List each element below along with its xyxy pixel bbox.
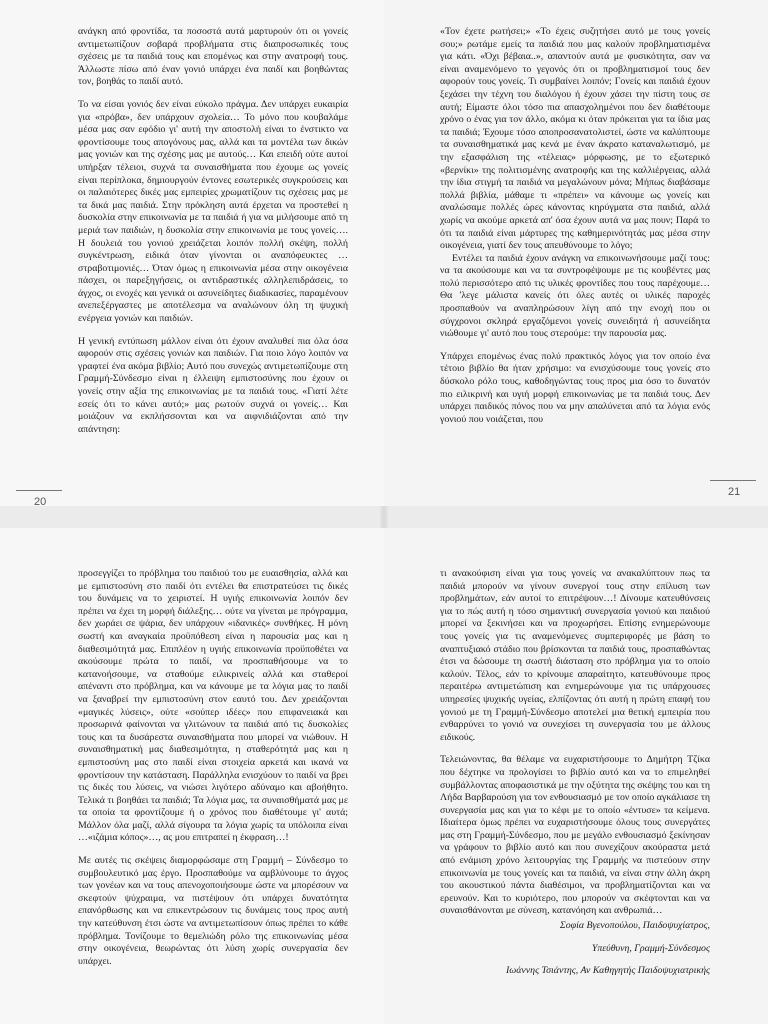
page-22 [0, 528, 384, 1024]
paragraph: Εντέλει τα παιδιά έχουν ανάγκη να επικοινωνήσουμε μαζί τους: να τα ακούσουμε και να τα συντροφέψουμε με τις κουβέντες μας πολύ περισσότερο από τις υλικές φροντίδες που τους παρέχουμε… Θα 'λεγε μάλιστα κανείς ότι όλες αυτές οι υλικές παροχές προσπαθούν να αναπληρώσουν λίγη από την ενοχή που οι σύγχρονοι σκληρά εργαζόμενοι γονείς συνειδητά ή ασυνείδητα νιώθουμε γι' αυτό που τους στερούμε: την παρουσία μας. [440, 252, 710, 340]
signature-line: Ιωάννης Τσιάντης, Αν Καθηγητής Παιδοψυχιατρικής [505, 965, 710, 977]
paragraph: Με αυτές τις σκέψεις διαμορφώσαμε στη Γραμμή – Σύνδεσμο το συμβουλευτικό μας έργο. Προσπαθούμε να αμβλύνουμε το άγχος των γονέων και να τους απενοχοποιήσουμε ώστε να μπορέσουν να σκεφτούν ψύχραιμα, να πιστέψουν ότι υπάρχει δυνατότητα επανόρθωσης και να επικεντρώσουν τις δυνάμεις τους προς αυτή την κατεύθυνση έτσι ώστε να αντιμετωπίσουν όπως πρέπει το κάθε πρόβλημα. Τονίζουμε το θεμελιώδη ρόλο της επικοινωνίας μέσα στην οικογένεια, θεωρώντας ότι λύση χωρίς συνεργασία δεν υπάρχει. [78, 855, 348, 967]
paragraph: Τελειώνοντας, θα θέλαμε να ευχαριστήσουμε το Δημήτρη Τζίκα που δέχτηκε να προλογίσει το βιβλίο αυτό και να το επιμεληθεί συμβάλλοντας αποφασιστικά με την οξύτητα της σκέψης του και τη Λήδα Βαρβαρούση για τον ενθουσιασμό με τον οποίο αγκάλιασε τη συνεργασία μας και για το κέφι με το οποίο «έντυσε» τα κείμενα. Ιδιαίτερα όμως πρέπει να ευχαριστήσουμε όλους τους συνεργάτες μας στη Γραμμή-Σύνδεσμο, που με μεγάλο ενθουσιασμό ξεκίνησαν να γράφουν το βιβλίο αυτό και που συνεχίζουν ακούραστα μετά από ενάμιση χρόνο λειτουργίας της Γραμμής να πιστεύουν στην επικοινωνία με τους γονείς και τα παιδιά, να είναι στην άλλη άκρη του ακουστικού πάντα διαθέσιμοι, να προβληματίζονται και να ερευνούν. Και το κυριότερο, που μπορούν να σκέφτονται και να συναισθάνονται με σύνεση, κατανόηση και ανθρωπιά… [440, 754, 710, 917]
page-22-text [78, 568, 348, 978]
page-number: 21 [728, 486, 741, 498]
page-23-text [440, 568, 710, 988]
paragraph: Η γενική εντύπωση μάλλον είναι ότι έχουν αναλυθεί πια όλα όσα αφορούν στις σχέσεις γονιών και παιδιών. Για ποιο λόγο λοιπόν να γραφτεί ένα ακόμα βιβλίο; Αυτό που συνεχώς αντιμετωπίζουμε στη Γραμμή-Σύνδεσμο είναι η έλλειψη εμπιστοσύνης που έχουν οι γονείς στην αξία της επικοινωνίας με τα παιδιά τους. «Γιατί λέτε εσείς ότι το κάνει αυτό;» μας ρωτούν συχνά οι γονείς… Και μοιάζουν να εκπλήσσονται και να αιφνιδιάζονται από την απάντηση: [78, 335, 348, 435]
page-21-text [440, 26, 710, 436]
page-21 [384, 0, 768, 506]
paragraph: «Τον έχετε ρωτήσει;» «Το έχεις συζητήσει αυτό με τους γονείς σου;» ρωτάμε εμείς τα παιδιά που μας καλούν προβληματισμένα για κάτι. «Όχι βέβαια..», απαντούν αυτά με φυσικότητα, σαν να είναι αναμενόμενο το γεγονός ότι οι προβληματισμοί τους δεν αφορούν τους γονείς. Τι συμβαίνει λοιπόν; Γονείς και παιδιά έχουν ξεχάσει την τέχνη του διαλόγου ή έχουν χάσει την πίστη τους σε αυτή; Είμαστε όλοι τόσο πια απασχολημένοι που δεν διαθέτουμε χρόνο ο ένας για τον άλλο, ακόμα κι όταν πρόκειται για τα ίδια μας τα παιδιά; Έχουμε τόσο αποπροσανατολιστεί, ώστε να καλύπτουμε τα συναισθηματικά μας κενά με έναν άκρατο καταναλωτισμό, με την εξασφάλιση της «τέλειας» μόρφωσης, με το εξωτερικό «βερνίκι» της πολιτισμένης ανατροφής και της καλλιέργειας, αλλά την ίδια στιγμή τα παιδιά να μεγαλώνουν μόνα; Μήπως διαβάσαμε πολλά βιβλία, μάθαμε τι «πρέπει» να κάνουμε ως γονείς και αναλώσαμε πολλές ώρες κάνοντας κηρύγματα στα παιδιά, αλλά χωρίς να ακούμε αρκετά απ' όσα έχουν αυτά να μας πουν; Παρά το ότι τα παιδιά είναι μάρτυρες της καθημερινότητάς μας μέσα στην οικογένεια, γιατί δεν τους απευθύνουμε το λόγο; [440, 26, 710, 252]
page-20 [0, 0, 384, 506]
page-number: 20 [34, 496, 47, 506]
paragraph: ανάγκη από φροντίδα, τα ποσοστά αυτά μαρτυρούν ότι οι γονείς αντιμετωπίζουν σοβαρά προβλήματα στις διαπροσωπικές τους σχέσεις με τα παιδιά τους και επομένως και στην ανατροφή τους. Άλλωστε πίσω από έναν γονιό υπάρχει ένα παιδί και βοηθώντας τον, βοηθάς το παιδί αυτό. [78, 26, 348, 88]
page-number-rule [16, 490, 62, 491]
paragraph: Το να είσαι γονιός δεν είναι εύκολο πράγμα. Δεν υπάρχει ευκαιρία για «πρόβα», δεν υπάρχουν σχολεία… Το μόνο που κουβαλάμε μέσα μας σαν εφόδιο γι' αυτή την αποστολή είναι το ένστικτο να φροντίσουμε τους απογόνους μας, αλλά και τα μοντέλα των δικών μας γονιών και της σχέσης μας με αυτούς… Και επειδή ούτε αυτοί υπήρξαν τέλειοι, συχνά τα συναισθήματα που έχουμε ως γονείς είναι περίπλοκα, δημιουργούν έντονες εσωτερικές συγκρούσεις και οι παλαιότερες δικές μας εμπειρίες χρωματίζουν τις σχέσεις μας με τα δικά μας παιδιά. Στην πρόκληση αυτά έρχεται να προστεθεί η δυσκολία στην επικοινωνία με τα παιδιά ή για να μιλήσουμε από τη μεριά των παιδιών, η δυσκολία στην επικοινωνία με τους γονείς…. Η δουλειά του γονιού χρειάζεται λοιπόν πολλή σκέψη, πολλή συγκέντρωση, ειδικά όταν γίνονται οι αναπόφευκτες …στραβοτιμονιές… Όταν όμως η επικοινωνία μέσα στην οικογένεια πάσχει, οι παρεξηγήσεις, οι αντιδραστικές αλληλεπιδράσεις, το άγχος, οι ενοχές και γενικά οι ασυνείδητες διαδικασίες, παραμένουν ανεπεξέργαστες με αποτέλεσμα να αναλώνουν όλη τη ψυχική ενέργεια γονιών και παιδιών. [78, 98, 348, 325]
paragraph: προσεγγίζει το πρόβλημα του παιδιού του με ευαισθησία, αλλά και με εμπιστοσύνη στο παιδί ότι εντέλει θα επιστρατεύσει τις δικές του δυνάμεις να το χειριστεί. Η υγιής επικοινωνία λοιπόν δεν πρέπει να έχει τη μορφή διάλεξης… ούτε να γίνεται με πρόγραμμα, δεν χωράει σε ψάρια, δεν υπάρχουν «ιδανικές» συνθήκες. Η μόνη σωστή και αναγκαία προϋπόθεση είναι η παρουσία μας και η διαθεσιμότητά μας. Επιπλέον η υγιής επικοινωνία προϋποθέτει να ακούσουμε πρώτα το παιδί, να προσπαθήσουμε να το κατανοήσουμε, να σταθούμε ειλικρινείς αλλά και σταθεροί απέναντι στο πρόβλημα, και να κάνουμε με τα λόγια μας το παιδί να ξαναβρεί την εμπιστοσύνη στον εαυτό του. Δεν χρειάζονται «μαγικές λύσεις», ούτε «σούπερ ιδέες» που επιφανειακά και προσωρινά φαίνονται να γλιτώνουν τα παιδιά από τις δυσκολίες τους και τα δυσάρεστα συναισθήματα που μπορεί να νιώθουν. Η συναισθηματική μας διαθεσιμότητα, η σταθερότητά μας και η εμπιστοσύνη μας στο παιδί είναι στοιχεία αρκετά και ικανά να φροντίσουν την κατάσταση. Παράλληλα ενισχύουν το παιδί να βρει τις δικές του λύσεις, να νιώσει λιγότερο αδύναμο και αβοήθητο. Τελικά τι βοηθάει τα παιδιά; Τα λόγια μας, τα συναισθήματά μας με τα οποία τα φροντίζουμε ή ο χρόνος που διαθέτουμε γι' αυτά; Μάλλον όλα μαζί, αλλά σίγουρα τα λόγια χωρίς τα υπόλοιπα είναι …«ιζάμια κόπος»…, ας μου επιτραπεί η έκφραση…! [78, 568, 348, 844]
signature-line: Σοφία Βγενοπούλου, Παιδοψυχίατρος, [559, 920, 710, 932]
paragraph: Υπάρχει επομένως ένας πολύ πρακτικός λόγος για τον οποίο ένα τέτοιο βιβλίο θα ήταν χρήσιμο: να ενισχύσουμε τους γονείς στο δύσκολο ρόλο τους, καθοδηγώντας τους προς μια όσο το δυνατόν πιο ειλικρινή και υγιή μορφή επικοινωνίας με τα παιδιά τους. Δεν υπάρχει παιδικός πόνος που να μην απαλύνεται από τα λόγια ενός γονιού που νοιάζεται, που [440, 350, 710, 425]
paragraph: τι ανακούφιση είναι για τους γονείς να ανακαλύπτουν πως τα παιδιά μπορούν να γίνουν συνεργοί τους στην επίλυση των προβλημάτων, εάν αυτοί το επιτρέψουν…! Δίνουμε κατευθύνσεις για το πώς αυτή η τόσο σημαντική συνεργασία γονιού και παιδιού μπορεί να ξεκινήσει και να προχωρήσει. Επίσης ενημερώνουμε τους γονείς για τις αναμενόμενες συμπεριφορές με βάση το αναπτυξιακό στάδιο που βρίσκονται τα παιδιά τους, προσπαθώντας έτσι να δώσουμε τη σωστή διάσταση στο πρόβλημα για το οποίο καλούν. Τέλος, εάν το κρίνουμε απαραίτητο, κατευθύνουμε προς περαιτέρω αντιμετώπιση και ενημερώνουμε για τις υπάρχουσες υπηρεσίες ψυχικής υγείας, ελπίζοντας ότι αυτή η πρώτη επαφή του γονιού με τη Γραμμή-Σύνδεσμο αποτελεί μια θετική εμπειρία που ενθαρρύνει το γονιό να συνεχίσει τη συνεργασία του με άλλους ειδικούς. [440, 568, 710, 743]
page-number-rule [710, 480, 756, 481]
page-23 [384, 528, 768, 1024]
signature-line: Υπεύθυνη, Γραμμή-Σύνδεσμος [591, 942, 710, 954]
page-20-text [78, 26, 348, 446]
